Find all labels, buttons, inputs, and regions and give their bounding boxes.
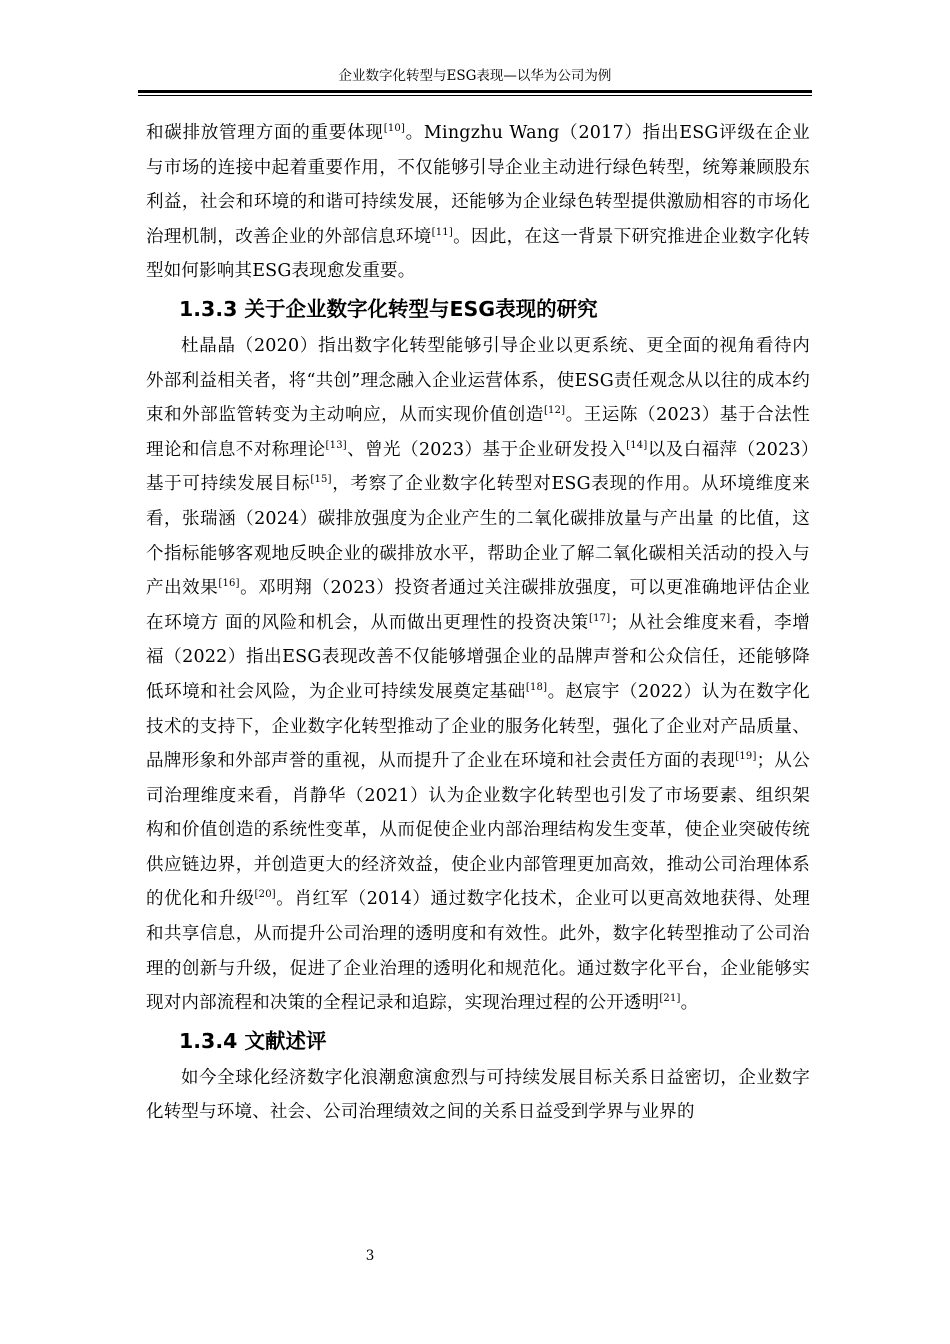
paragraph-text: ；从社会维度来看，李增福（2022）指出ESG表现改善不仅能够增强企业的品牌声誉和公众信任，还能够降低环境和社会风险，为企业可持续发展奠定基础 xyxy=(146,612,811,702)
citation-ref: [13] xyxy=(325,439,347,451)
citation-ref: [20] xyxy=(254,889,276,901)
paragraph-text: 、曾光（2023）基于企业研发投入 xyxy=(346,439,627,460)
paragraph-text: 以及白福萍（2023）基于可持续发展目标 xyxy=(146,439,810,495)
body-paragraph xyxy=(146,116,810,289)
section-heading: 1.3.3 关于企业数字化转型与ESG表现的研究 xyxy=(179,296,598,321)
header-rule-thin xyxy=(138,95,812,96)
paragraph-text: 和碳排放管理方面的重要体现 xyxy=(146,123,384,143)
paragraph-text: 如今全球化经济数字化浪潮愈演愈烈与可持续发展目标关系日益密切，企业数字化转型与环境、社会、公司治理绩效之间的关系日益受到学界与业界的 xyxy=(146,1067,810,1123)
section-heading: 1.3.4 文献述评 xyxy=(179,1028,327,1053)
citation-ref: [19] xyxy=(735,751,757,763)
paragraph-text: 。因此，在这一背景下研究推进企业数字化转型如何影响其ESG表现愈发重要。 xyxy=(146,226,811,282)
paragraph-text: 。王运陈（2023）基于合法性理论和信息不对称理论 xyxy=(146,405,810,460)
body-paragraph xyxy=(146,329,810,1021)
citation-ref: [21] xyxy=(659,993,681,1005)
citation-ref: [12] xyxy=(543,405,566,417)
running-header: 企业数字化转型与ESG表现—以华为公司为例 xyxy=(338,68,612,84)
body-paragraph xyxy=(146,1061,810,1130)
citation-ref: [14] xyxy=(626,439,648,451)
page-number: 3 xyxy=(365,1248,375,1264)
paragraph-text: 杜晶晶（2020）指出数字化转型能够引导企业以更系统、更全面的视角看待内外部利益相关者，将“共创”理念融入企业运营体系，使ESG责任观念从以往的成本约束和外部监管转变为主动响应，从而实现价值创造 xyxy=(146,335,810,426)
citation-ref: [15] xyxy=(310,474,332,486)
page-body xyxy=(146,116,810,1130)
paragraph-text: 。邓明翔（2023）投资者通过关注碳排放强度，可以更准确地评估企业在环境方 面的风险和机会，从而做出更理性的投资决策 xyxy=(146,578,810,633)
paragraph-text: 。 xyxy=(680,993,699,1014)
citation-ref: [17] xyxy=(589,612,611,624)
citation-ref: [11] xyxy=(431,226,453,238)
paragraph-text: 。赵宸宇（2022）认为在数字化技术的支持下，企业数字化转型推动了企业的服务化转型，强化了企业对产品质量、品牌形象和外部声誉的重视，从而提升了企业在环境和社会责任方面的表现 xyxy=(146,681,810,772)
citation-ref: [16] xyxy=(218,578,240,590)
header-rule-thick xyxy=(138,90,812,93)
citation-ref: [10] xyxy=(383,123,406,134)
citation-ref: [18] xyxy=(525,681,548,693)
paragraph-text: ；从公司治理维度来看，肖静华（2021）认为企业数字化转型也引发了市场要素、组织架构和价值创造的系统性变革，从而促使企业内部治理结构发生变革，使企业突破传统供应链边界，并创造更大的经济效益，使企业内部管理更加高效，推动公司治理体系的优化和升级 xyxy=(146,751,810,910)
paragraph-text: ，考察了企业数字化转型对ESG表现的作用。从环境维度来看，张瑞涵（2024）碳排放强度为企业产生的二氧化碳排放量与产出量 的比值，这个指标能够客观地反映企业的碳排放水平，帮助企业了解二氧化碳相关活动的投入与产出效果 xyxy=(146,474,810,599)
paragraph-text: 。Mingzhu Wang（2017）指出ESG评级在企业与市场的连接中起着重要作用，不仅能够引导企业主动进行绿色转型，统筹兼顾股东利益，社会和环境的和谐可持续发展，还能够为企业绿色转型提供激励相容的市场化治理机制，改善企业的外部信息环境 xyxy=(146,123,811,247)
paragraph-text: 。肖红军（2014）通过数字化技术，企业可以更高效地获得、处理和共享信息，从而提升公司治理的透明度和有效性。此外，数字化转型推动了公司治理的创新与升级，促进了企业治理的透明化和规范化。通过数字化平台，企业能够实现对内部流程和决策的全程记录和追踪，实现治理过程的公开透明 xyxy=(146,889,811,1014)
